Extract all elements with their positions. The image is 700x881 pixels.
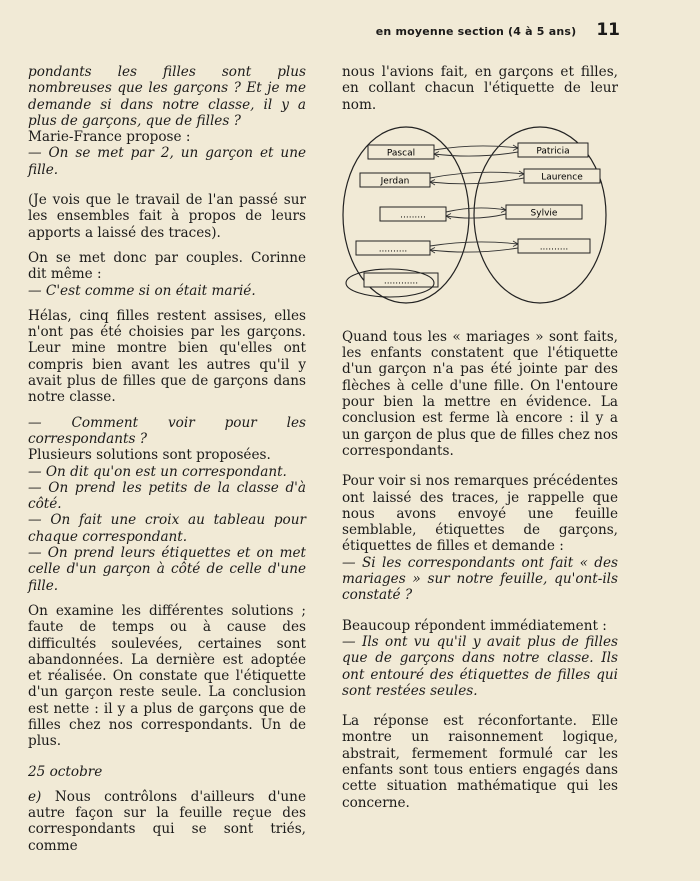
- boy-label-1: [360, 173, 430, 187]
- paragraph: Marie-France propose :: [28, 129, 191, 146]
- page-number: 11: [596, 20, 620, 40]
- girl-label-2: [506, 205, 582, 219]
- paragraph: On examine les différentes solutions ; faute de temps ou à cause des difficultés soulevées, certaines sont abandonnées. La dernière est adoptée et réalisée. On constate que l'étiquette d'un garçon reste seule. La conclusion est nette : il y a plus de garçons que de filles chez nos correspondants. Un de plus.: [28, 602, 306, 750]
- boy-label-text: Jerdan: [380, 176, 410, 187]
- date-heading: 25 octobre: [28, 763, 103, 780]
- girls-labels: [506, 143, 600, 253]
- boy-label-text: ............: [383, 276, 419, 287]
- boy-label-3: [356, 241, 430, 255]
- girl-label-text: ..........: [539, 242, 569, 253]
- dialogue-line: — C'est comme si on était marié.: [28, 282, 256, 299]
- boy-label-text: Pascal: [386, 148, 416, 159]
- left-column: [28, 64, 306, 854]
- dialogue-line: — Si les correspondants ont fait « des mariages » sur notre feuille, qu'ont-ils constaté ?: [342, 554, 618, 604]
- right-column: [342, 64, 618, 820]
- paragraph: On se met donc par couples. Corinne dit même :: [28, 249, 306, 283]
- pair-arrow-forward: [430, 242, 518, 246]
- boy-label-2: [380, 207, 446, 221]
- dialogue-line: — On dit qu'on est un correspondant.: [28, 463, 287, 480]
- dialogue-line: — On prend les petits de la classe d'à côté.: [28, 479, 306, 513]
- arrow-group: [430, 145, 524, 253]
- pair-arrow-forward: [446, 208, 506, 212]
- pairing-diagram-svg: [342, 125, 618, 315]
- paragraph: Beaucoup répondent immédiatement :: [342, 617, 607, 634]
- section-marker: e): [28, 788, 42, 805]
- pair-arrow-forward: [430, 172, 524, 178]
- paragraph: [28, 789, 306, 854]
- pair-arrow-back: [446, 214, 506, 218]
- running-head: en moyenne section (4 à 5 ans): [375, 25, 577, 38]
- dialogue-line: — Comment voir pour les correspondants ?: [28, 414, 306, 447]
- girl-label-text: Patricia: [536, 146, 570, 157]
- pair-arrow-back: [430, 248, 518, 252]
- dialogue-line: — On se met par 2, un garçon et une fille.: [28, 145, 306, 178]
- paragraph: Hélas, cinq filles restent assises, elles n'ont pas été choisies par les garçons. Leur mine montre bien qu'elles ont compris bien avant les autres qu'il y avait plus de filles que de garçons dans notre classe.: [28, 307, 306, 406]
- pair-arrow-forward: [434, 146, 518, 150]
- paragraph: nous l'avions fait, en garçons et filles, en collant chacun l'étiquette de leur nom.: [342, 64, 618, 113]
- pair-arrow-back: [434, 152, 518, 156]
- paragraph: Plusieurs solutions sont proposées.: [28, 447, 271, 464]
- pair-arrow-back: [430, 178, 524, 184]
- girl-label-text: Sylvie: [530, 208, 558, 219]
- girl-label-1: [524, 169, 600, 183]
- girl-label-0: [518, 143, 588, 157]
- dialogue-line: — On prend leurs étiquettes et on met celle d'un garçon à côté de celle d'une fille.: [28, 545, 306, 594]
- paragraph-text: Nous contrôlons d'ailleurs d'une autre façon sur la feuille reçue des correspondants qui se sont triés, comme: [28, 788, 306, 854]
- paragraph: La réponse est réconfortante. Elle montre un raisonnement logique, abstrait, fermement formulé car les enfants sont tous entiers engagés dans cette situation mathématique qui les concerne.: [342, 713, 618, 811]
- boy-label-text: .........: [400, 210, 426, 221]
- boy-label-text: ..........: [378, 244, 408, 255]
- paragraph: (Je vois que le travail de l'an passé sur les ensembles fait à propos de leurs apports a laissé des traces).: [28, 192, 306, 241]
- boys-labels: [356, 145, 446, 287]
- paragraph: Pour voir si nos remarques précédentes ont laissé des traces, je rappelle que nous avons envoyé une feuille semblable, étiquettes de garçons, étiquettes de filles et demande :: [342, 473, 618, 555]
- dialogue-line: — Ils ont vu qu'il y avait plus de filles que de garçons dans notre classe. Ils ont entouré des étiquettes de filles qui sont restées seules.: [342, 633, 618, 699]
- dialogue-line: — On fait une croix au tableau pour chaque correspondant.: [28, 512, 306, 545]
- boy-label-0: [368, 145, 434, 159]
- paragraph: pondants les filles sont plus nombreuses que les garçons ? Et je me demande si dans notre classe, il y a plus de garçons, que de filles ?: [28, 64, 306, 129]
- paragraph: Quand tous les « mariages » sont faits, les enfants constatent que l'étiquette d'un garçon n'a pas été jointe par des flèches à celle d'une fille. On l'entoure pour bien la mettre en évidence. La conclusion est ferme là encore : il y a un garçon de plus que de filles chez nos correspondants.: [342, 328, 618, 459]
- girl-label-3: [518, 239, 590, 253]
- girl-label-text: Laurence: [541, 172, 583, 183]
- page-header: [350, 20, 620, 48]
- pairing-diagram: [342, 125, 618, 315]
